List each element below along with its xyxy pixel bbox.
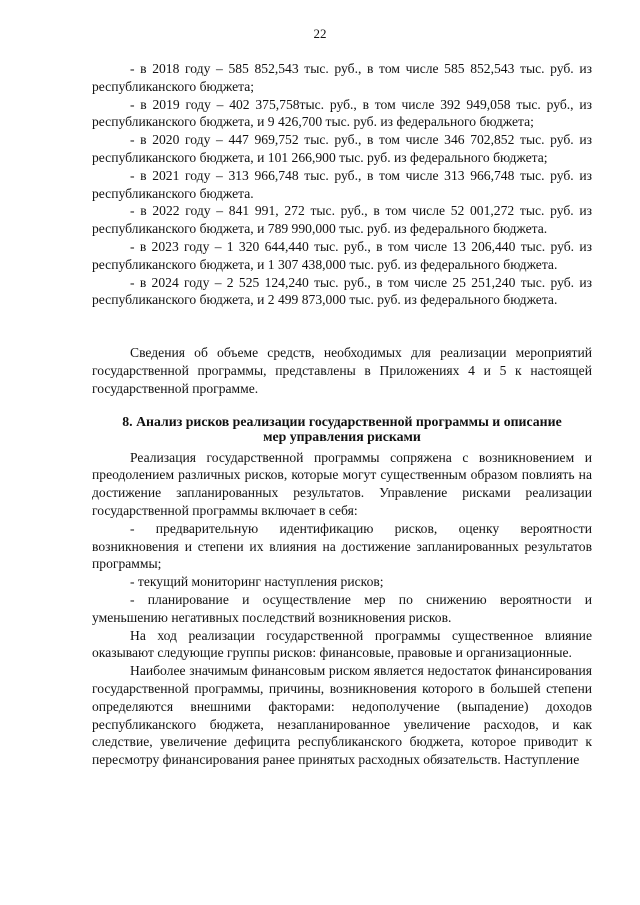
document-body xyxy=(92,60,592,769)
section-heading-line-2: мер управления рисками xyxy=(263,428,421,444)
funding-info-paragraph: Сведения об объеме средств, необходимых для реализации мероприятий государственной программы, представлены в Приложениях 4 и 5 к настоящей государственной программе. xyxy=(92,345,592,396)
funding-item-2019: - в 2019 году – 402 375,758тыс. руб., в том числе 392 949,058 тыс. руб., из республиканского бюджета, и 9 426,700 тыс. руб. из федерального бюджета; xyxy=(92,96,592,130)
financial-risk-paragraph: Наиболее значимым финансовым риском является недостаток финансирования государственной программы, причины, возникновения которого в большей степени определяются внешними факторами: недополучение (выпадение) доходов республиканского бюджета, незапланированное увеличение расходов, и как следствие, увеличение дефицита республиканского бюджета, которое приводит к пересмотру финансирования ранее принятых расходных обязательств. Наступление xyxy=(92,663,592,768)
section-heading-line-1: 8. Анализ рисков реализации государственной программы и описание xyxy=(122,413,562,429)
page-number: 22 xyxy=(313,26,327,41)
funding-item-2020: - в 2020 году – 447 969,752 тыс. руб., в том числе 346 702,852 тыс. руб. из республиканского бюджета, и 101 266,900 тыс. руб. из федерального бюджета; xyxy=(92,132,592,165)
funding-item-2024: - в 2024 году – 2 525 124,240 тыс. руб., в том числе 25 251,240 тыс. руб. из республиканского бюджета, и 2 499 873,000 тыс. руб. из федерального бюджета. xyxy=(92,274,592,308)
funding-item-2018: - в 2018 году – 585 852,543 тыс. руб., в том числе 585 852,543 тыс. руб. из республиканского бюджета; xyxy=(92,61,592,94)
funding-item-2023: - в 2023 году – 1 320 644,440 тыс. руб., в том числе 13 206,440 тыс. руб. из республиканского бюджета, и 1 307 438,000 тыс. руб. из федерального бюджета. xyxy=(92,238,592,272)
risk-measure-identification: - предварительную идентификацию рисков, оценку вероятности возникновения и степени их влияния на достижение запланированных результатов программы; xyxy=(92,520,592,572)
risk-groups-paragraph: На ход реализации государственной программы существенное влияние оказывают следующие группы рисков: финансовые, правовые и организационные. xyxy=(92,627,592,661)
section-heading xyxy=(92,414,592,444)
risk-measure-monitoring: - текущий мониторинг наступления рисков; xyxy=(130,574,384,590)
risk-measure-planning: - планирование и осуществление мер по снижению вероятности и уменьшению негативных последствий возникновения рисков. xyxy=(92,591,592,625)
funding-item-2022: - в 2022 году – 841 991, 272 тыс. руб., в том числе 52 001,272 тыс. руб. из республиканского бюджета, и 789 990,000 тыс. руб. из федерального бюджета. xyxy=(92,203,592,237)
funding-item-2021: - в 2021 году – 313 966,748 тыс. руб., в том числе 313 966,748 тыс. руб. из республиканского бюджета. xyxy=(92,167,592,201)
risk-intro-paragraph: Реализация государственной программы сопряжена с возникновением и преодолением различных рисков, которые могут существенным образом повлиять на достижение запланированных результатов. Управление рисками реализации государственной программы включает в себя: xyxy=(92,449,592,518)
